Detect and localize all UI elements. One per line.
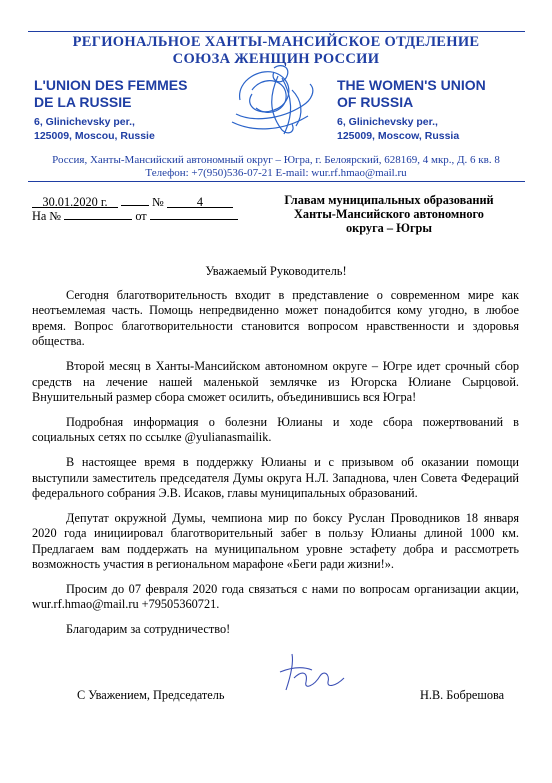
signature-name: Н.В. Бобрешова	[420, 688, 505, 702]
header-bottom-rule	[28, 181, 525, 182]
letter-paragraph: Просим до 07 февраля 2020 года связаться с нами по вопросам организации акции, wur.rf.hmao@mail.ru +79505360721.	[32, 582, 519, 612]
letter-paragraph: В настоящее время в поддержку Юлианы и с призывом об оказании помощи выступили заместитель председателя Думы округа Н.Л. Западнова, член Совета Федераций федерального собрания Э.В. Исаков, главы муниципальных образований.	[32, 455, 519, 500]
left-org-name-line2: DE LA RUSSIE	[34, 94, 132, 110]
outgoing-number-label: №	[152, 195, 164, 209]
outgoing-date-spacer	[121, 193, 149, 206]
letter-greeting: Уважаемый Руководитель!	[205, 264, 347, 278]
left-org-address-line1: 6, Glinichevsky per.,	[34, 116, 135, 128]
reference-number-label: На №	[32, 209, 62, 223]
right-org-address	[337, 115, 459, 143]
reference-date-field	[150, 207, 238, 220]
right-org-address-line2: 125009, Moscow, Russia	[337, 130, 460, 142]
letter-closing-thanks: Благодарим за сотрудничество!	[66, 622, 231, 637]
addressee-line3: округа – Югры	[346, 221, 432, 235]
left-org-address	[34, 115, 155, 143]
org-phone-email-line: Телефон: +7(950)536-07-21 E-mail: wur.rf.hmao@mail.ru	[145, 167, 407, 179]
handwritten-signature-icon	[272, 648, 352, 696]
addressee-line2: Ханты-Мансийского автономного	[294, 207, 484, 221]
left-org-name	[34, 77, 187, 111]
letter-paragraph: Подробная информация о болезни Юлианы и ходе сбора пожертвований в социальных сетях по ссылке @yulianasmailik.	[32, 414, 519, 445]
left-org-name-line1: L'UNION DES FEMMES	[34, 77, 188, 93]
letter-paragraph: Депутат окружной Думы, чемпиона мир по боксу Руслан Проводников 18 января 2020 года инициировал благотворительный забег в пользу Юлианы длиной 1000 км. Предлагаем вам поддержать на муниципальном уровне эстафету добра и рассмотреть возможность участия в региональном марафоне «Беги ради жизни!».	[32, 510, 519, 572]
reference-number-line	[32, 207, 238, 223]
right-org-name-line2: OF RUSSIA	[337, 94, 414, 110]
org-title-line1: РЕГИОНАЛЬНОЕ ХАНТЫ-МАНСИЙСКОЕ ОТДЕЛЕНИЕ	[72, 34, 480, 50]
right-org-address-line1: 6, Glinichevsky per.,	[337, 116, 438, 128]
addressee-block	[280, 193, 498, 235]
letter-paragraph: Сегодня благотворительность входит в представление о современном мире как неотъемлемая часть. Помощь непредвиденно может понадобится кому угодно, в любое время. Вопрос благотворительности становится вопросом нравственности и здоровья общества.	[32, 288, 519, 349]
reference-number-field	[64, 207, 132, 220]
header-top-rule	[28, 31, 525, 32]
women-union-emblem-icon	[222, 60, 326, 140]
left-org-address-line2: 125009, Moscou, Russie	[34, 130, 155, 142]
letter-body	[32, 288, 519, 647]
right-org-name	[337, 77, 486, 111]
org-address-line: Россия, Ханты-Мансийский автономный округ – Югра, г. Белоярский, 628169, 4 мкр., Д. 6 кв. 8	[52, 154, 500, 166]
addressee-line1: Главам муниципальных образований	[284, 193, 494, 207]
org-title-line2: СОЮЗА ЖЕНЩИН РОССИИ	[172, 51, 380, 67]
outgoing-date: 30.01.2020 г.	[32, 195, 118, 208]
letter-paragraph: Второй месяц в Ханты-Мансийском автономном округе – Югре идет срочный сбор средств на лечение нашей маленькой землячке из Югорска Юлиане Сырцовой. Внушительный размер сбора сможет осилить, объединившись вся Югра!	[32, 359, 519, 404]
reference-from-label: от	[135, 209, 147, 223]
outgoing-number: 4	[167, 195, 233, 208]
signature-title: С Уважением, Председатель	[77, 688, 225, 702]
right-org-name-line1: THE WOMEN'S UNION	[337, 77, 486, 93]
